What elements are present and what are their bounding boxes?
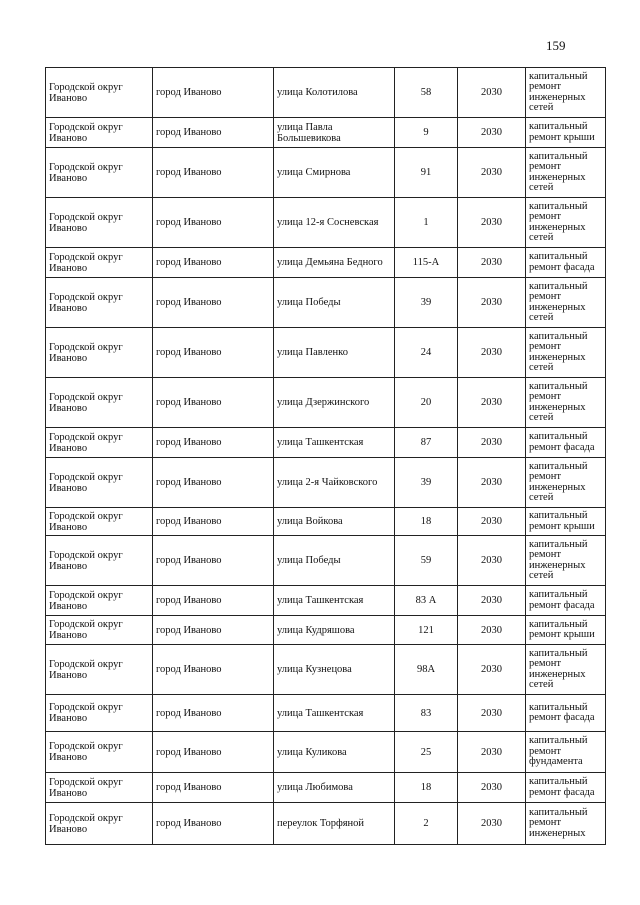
street-cell: улица Смирнова	[274, 148, 395, 198]
locality-cell: город Иваново	[153, 508, 274, 536]
locality-cell: город Иваново	[153, 248, 274, 278]
page-number: 159	[546, 38, 566, 53]
street-cell: улица Дзержинского	[274, 378, 395, 428]
locality-cell: город Иваново	[153, 536, 274, 586]
year-cell: 2030	[458, 248, 526, 278]
street-cell: улица Кудряшова	[274, 616, 395, 645]
work-type-cell: капитальный ремонт фасада	[526, 428, 606, 458]
municipality-cell: Городской округ Иваново	[46, 248, 153, 278]
year-cell: 2030	[458, 803, 526, 845]
year-cell: 2030	[458, 773, 526, 803]
table-row	[46, 198, 606, 248]
year-cell: 2030	[458, 328, 526, 378]
street-cell: улица Демьяна Бедного	[274, 248, 395, 278]
house-number-cell: 59	[395, 536, 458, 586]
year-cell: 2030	[458, 616, 526, 645]
house-number-cell: 98А	[395, 645, 458, 695]
locality-cell: город Иваново	[153, 586, 274, 616]
table-row	[46, 508, 606, 536]
municipality-cell: Городской округ Иваново	[46, 803, 153, 845]
table-row	[46, 248, 606, 278]
street-cell: улица Любимова	[274, 773, 395, 803]
street-cell: улица Павла Большевикова	[274, 118, 395, 148]
municipality-cell: Городской округ Иваново	[46, 586, 153, 616]
locality-cell: город Иваново	[153, 732, 274, 773]
municipality-cell: Городской округ Иваново	[46, 278, 153, 328]
table-row	[46, 645, 606, 695]
locality-cell: город Иваново	[153, 616, 274, 645]
table-row	[46, 118, 606, 148]
work-type-cell: капитальный ремонт крыши	[526, 616, 606, 645]
municipality-cell: Городской округ Иваново	[46, 378, 153, 428]
house-number-cell: 121	[395, 616, 458, 645]
work-type-cell: капитальный ремонт инженерных сетей	[526, 148, 606, 198]
locality-cell: город Иваново	[153, 695, 274, 732]
house-number-cell: 20	[395, 378, 458, 428]
house-number-cell: 24	[395, 328, 458, 378]
house-number-cell: 9	[395, 118, 458, 148]
repair-schedule-table	[45, 67, 606, 845]
work-type-cell: капитальный ремонт фундамента	[526, 732, 606, 773]
table-row	[46, 458, 606, 508]
street-cell: улица Ташкентская	[274, 428, 395, 458]
year-cell: 2030	[458, 732, 526, 773]
table-row	[46, 328, 606, 378]
street-cell: улица Ташкентская	[274, 695, 395, 732]
municipality-cell: Городской округ Иваново	[46, 328, 153, 378]
work-type-cell: капитальный ремонт инженерных сетей	[526, 328, 606, 378]
house-number-cell: 39	[395, 278, 458, 328]
table-row	[46, 536, 606, 586]
year-cell: 2030	[458, 645, 526, 695]
municipality-cell: Городской округ Иваново	[46, 458, 153, 508]
year-cell: 2030	[458, 278, 526, 328]
house-number-cell: 18	[395, 508, 458, 536]
municipality-cell: Городской округ Иваново	[46, 118, 153, 148]
table-row	[46, 773, 606, 803]
house-number-cell: 91	[395, 148, 458, 198]
table-row	[46, 378, 606, 428]
house-number-cell: 83	[395, 695, 458, 732]
street-cell: улица Куликова	[274, 732, 395, 773]
locality-cell: город Иваново	[153, 428, 274, 458]
house-number-cell: 1	[395, 198, 458, 248]
table-row	[46, 278, 606, 328]
municipality-cell: Городской округ Иваново	[46, 732, 153, 773]
year-cell: 2030	[458, 586, 526, 616]
street-cell: улица Войкова	[274, 508, 395, 536]
street-cell: улица Кузнецова	[274, 645, 395, 695]
year-cell: 2030	[458, 198, 526, 248]
locality-cell: город Иваново	[153, 645, 274, 695]
municipality-cell: Городской округ Иваново	[46, 198, 153, 248]
locality-cell: город Иваново	[153, 148, 274, 198]
table-row	[46, 68, 606, 118]
municipality-cell: Городской округ Иваново	[46, 616, 153, 645]
house-number-cell: 18	[395, 773, 458, 803]
street-cell: улица Павленко	[274, 328, 395, 378]
year-cell: 2030	[458, 458, 526, 508]
municipality-cell: Городской округ Иваново	[46, 773, 153, 803]
year-cell: 2030	[458, 428, 526, 458]
locality-cell: город Иваново	[153, 198, 274, 248]
year-cell: 2030	[458, 536, 526, 586]
work-type-cell: капитальный ремонт инженерных сетей	[526, 378, 606, 428]
table-row	[46, 803, 606, 845]
locality-cell: город Иваново	[153, 378, 274, 428]
house-number-cell: 115-А	[395, 248, 458, 278]
work-type-cell: капитальный ремонт инженерных сетей	[526, 68, 606, 118]
locality-cell: город Иваново	[153, 118, 274, 148]
work-type-cell: капитальный ремонт крыши	[526, 508, 606, 536]
house-number-cell: 2	[395, 803, 458, 845]
locality-cell: город Иваново	[153, 278, 274, 328]
municipality-cell: Городской округ Иваново	[46, 68, 153, 118]
house-number-cell: 25	[395, 732, 458, 773]
street-cell: переулок Торфяной	[274, 803, 395, 845]
year-cell: 2030	[458, 118, 526, 148]
work-type-cell: капитальный ремонт крыши	[526, 118, 606, 148]
house-number-cell: 83 А	[395, 586, 458, 616]
table-row	[46, 695, 606, 732]
work-type-cell: капитальный ремонт инженерных	[526, 803, 606, 845]
municipality-cell: Городской округ Иваново	[46, 645, 153, 695]
year-cell: 2030	[458, 695, 526, 732]
locality-cell: город Иваново	[153, 803, 274, 845]
municipality-cell: Городской округ Иваново	[46, 695, 153, 732]
work-type-cell: капитальный ремонт фасада	[526, 586, 606, 616]
street-cell: улица Колотилова	[274, 68, 395, 118]
table-row	[46, 148, 606, 198]
municipality-cell: Городской округ Иваново	[46, 536, 153, 586]
year-cell: 2030	[458, 508, 526, 536]
work-type-cell: капитальный ремонт инженерных сетей	[526, 198, 606, 248]
street-cell: улица 12-я Сосневская	[274, 198, 395, 248]
municipality-cell: Городской округ Иваново	[46, 148, 153, 198]
street-cell: улица Победы	[274, 536, 395, 586]
locality-cell: город Иваново	[153, 68, 274, 118]
year-cell: 2030	[458, 378, 526, 428]
year-cell: 2030	[458, 68, 526, 118]
table-row	[46, 586, 606, 616]
street-cell: улица 2-я Чайковского	[274, 458, 395, 508]
street-cell: улица Победы	[274, 278, 395, 328]
locality-cell: город Иваново	[153, 328, 274, 378]
work-type-cell: капитальный ремонт инженерных сетей	[526, 536, 606, 586]
table-row	[46, 428, 606, 458]
municipality-cell: Городской округ Иваново	[46, 428, 153, 458]
house-number-cell: 87	[395, 428, 458, 458]
work-type-cell: капитальный ремонт инженерных сетей	[526, 278, 606, 328]
house-number-cell: 39	[395, 458, 458, 508]
work-type-cell: капитальный ремонт фасада	[526, 695, 606, 732]
year-cell: 2030	[458, 148, 526, 198]
locality-cell: город Иваново	[153, 773, 274, 803]
house-number-cell: 58	[395, 68, 458, 118]
table-row	[46, 732, 606, 773]
locality-cell: город Иваново	[153, 458, 274, 508]
table-body	[46, 68, 606, 845]
street-cell: улица Ташкентская	[274, 586, 395, 616]
work-type-cell: капитальный ремонт инженерных сетей	[526, 458, 606, 508]
municipality-cell: Городской округ Иваново	[46, 508, 153, 536]
work-type-cell: капитальный ремонт фасада	[526, 248, 606, 278]
work-type-cell: капитальный ремонт фасада	[526, 773, 606, 803]
work-type-cell: капитальный ремонт инженерных сетей	[526, 645, 606, 695]
table-row	[46, 616, 606, 645]
